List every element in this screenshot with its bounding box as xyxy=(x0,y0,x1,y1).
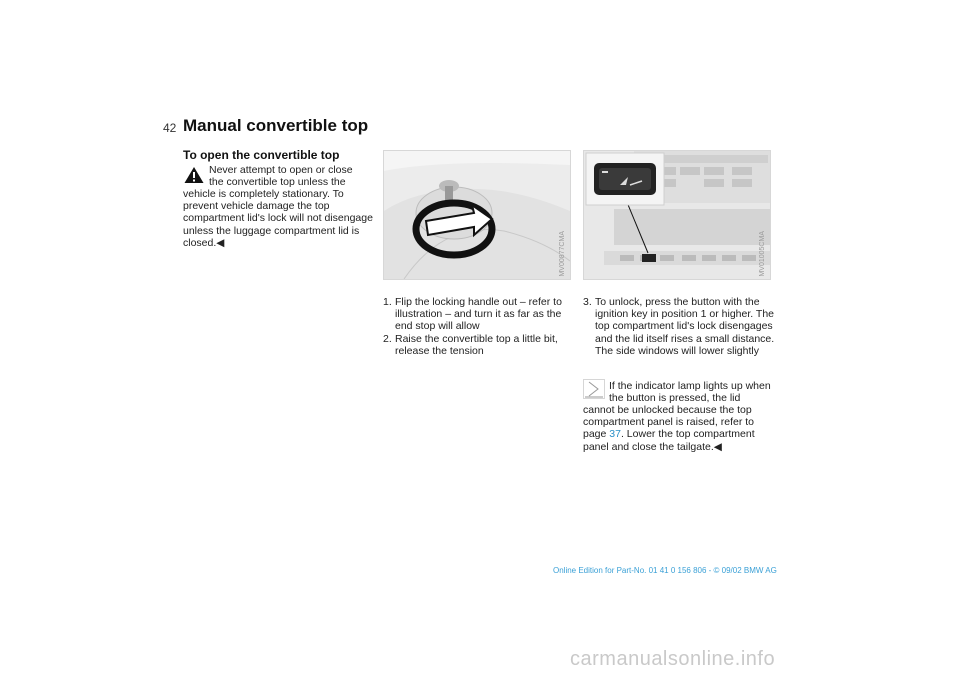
step-text: To unlock, press the button with the ignition key in position 1 or higher. The top compartment lid's lock disengages and the lid itself rises a small distance. The side windows will lower slightly xyxy=(595,296,775,357)
list-item xyxy=(583,296,778,357)
locking-handle-drawing xyxy=(384,151,570,279)
steps-list-left xyxy=(383,296,578,357)
step-text: Flip the locking handle out – refer to illustration – and turn it as far as the end stop will allow xyxy=(395,296,562,333)
steps-list-right xyxy=(583,296,778,357)
note-text-rest xyxy=(583,404,778,453)
locking-handle-illustration xyxy=(383,150,571,280)
page-title: Manual convertible top xyxy=(183,116,369,135)
list-item xyxy=(383,333,578,357)
unlock-button-drawing xyxy=(584,151,770,279)
page-number: 42 xyxy=(163,121,177,135)
list-item xyxy=(383,296,578,333)
note-text-part: . Lower the top compartment panel and close the tailgate.◀ xyxy=(583,428,755,453)
image-code-1: MV00877CMA xyxy=(559,231,566,277)
note-text-first: If the indicator lamp lights up when the button is pressed, the lid xyxy=(609,380,771,405)
step-text: Raise the convertible top a little bit, release the tension xyxy=(395,332,558,357)
section-heading: To open the convertible top xyxy=(183,148,340,162)
note-icon xyxy=(583,379,605,399)
note-text-part: cannot be unlocked because the top compartment panel is raised, refer to page xyxy=(583,404,754,441)
page-link[interactable]: 37 xyxy=(609,428,621,441)
watermark: carmanualsonline.info xyxy=(570,648,776,670)
step-number: 3. xyxy=(583,296,592,308)
step-number: 2. xyxy=(383,332,392,345)
unlock-button-illustration xyxy=(583,150,771,280)
step-number: 1. xyxy=(383,296,392,308)
footer-edition: Online Edition for Part-No. 01 41 0 156 806 - © 09/02 BMW AG xyxy=(553,566,777,575)
warning-icon xyxy=(183,165,205,185)
warning-text-first: Never attempt to open or close the convertible top unless the xyxy=(209,164,353,189)
image-code-2: MV01005CMA xyxy=(759,231,766,277)
warning-text-rest: vehicle is completely stationary. To prevent vehicle damage the top compartment lid's lock will not disengage unless the luggage compartment lid is closed.◀ xyxy=(183,188,373,249)
